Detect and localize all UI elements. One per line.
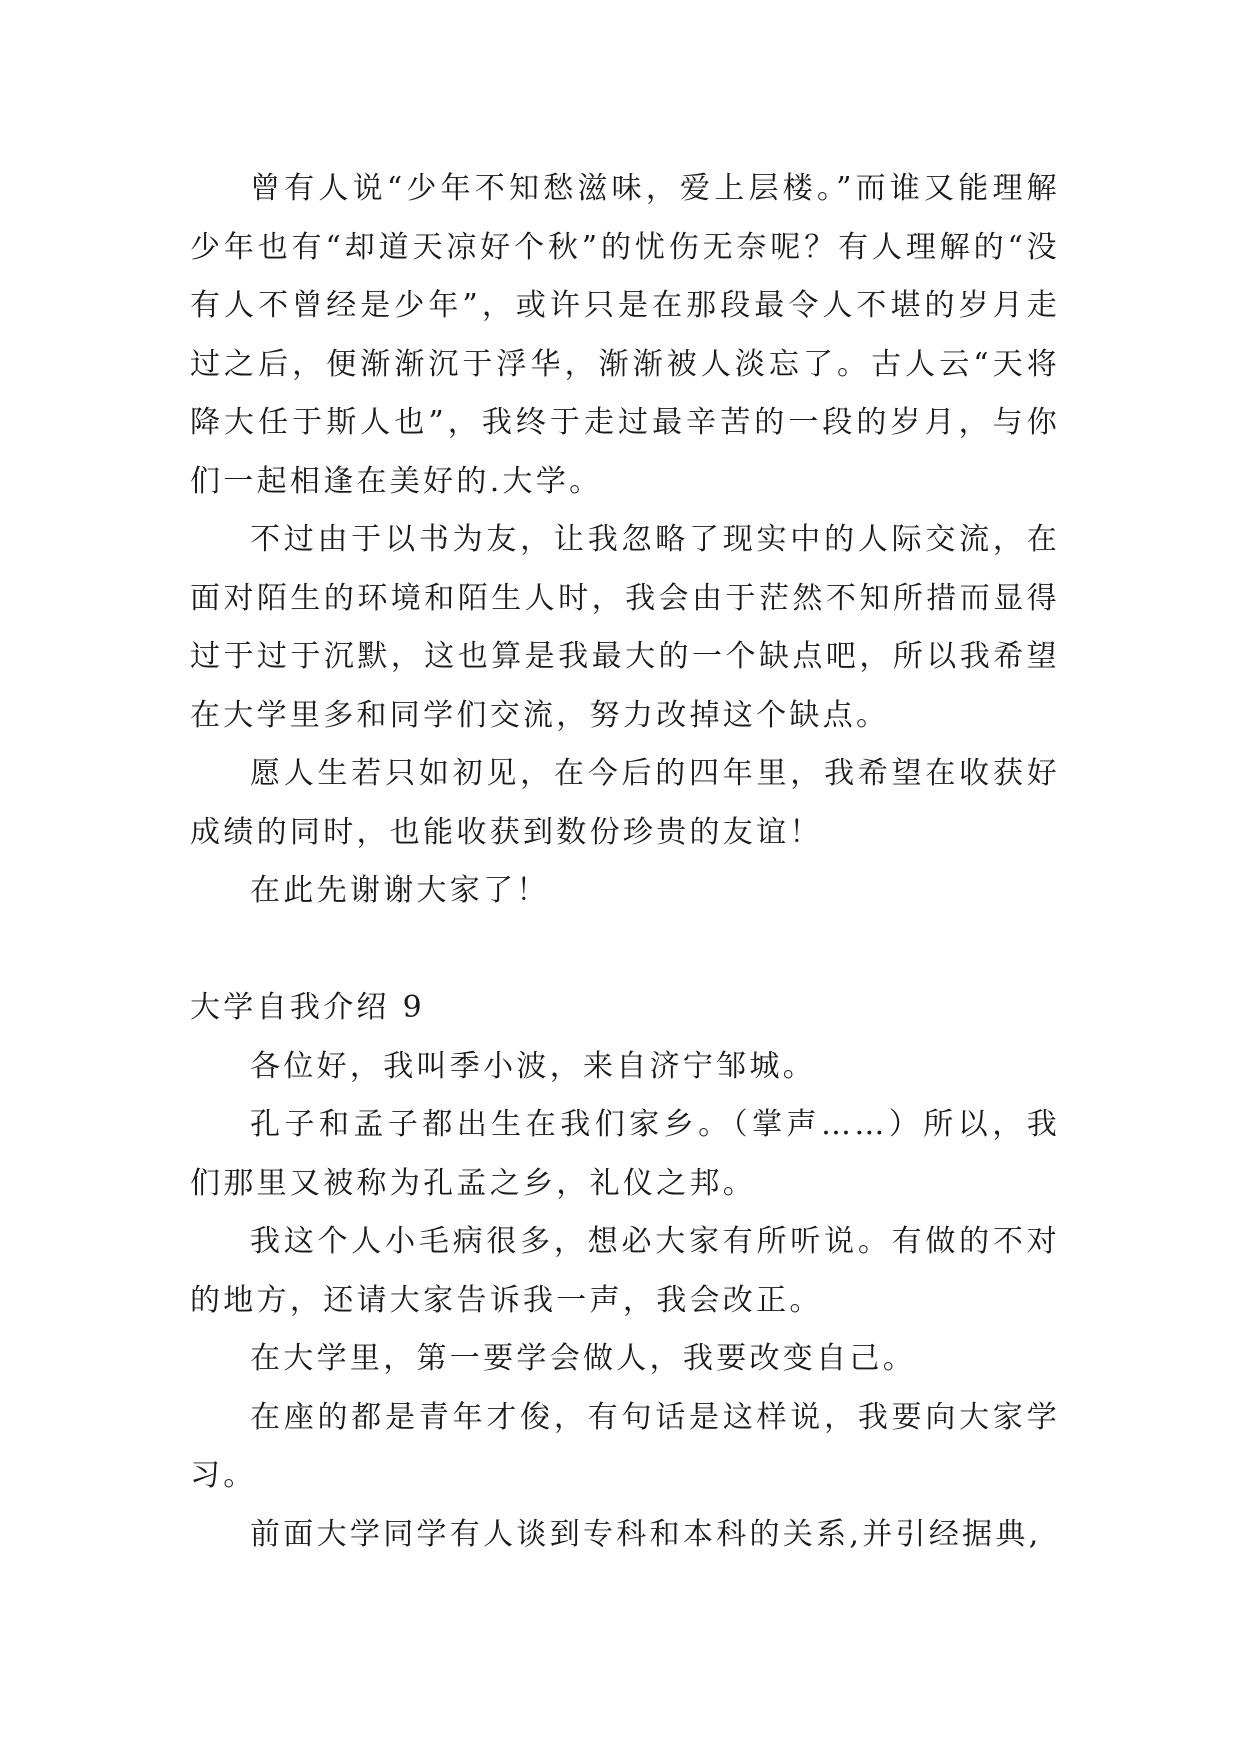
document-page bbox=[190, 160, 1060, 1564]
section-heading: 大学自我介绍 9 bbox=[190, 990, 426, 1025]
section-spacer bbox=[190, 921, 1060, 980]
paragraph-youth-quote: 曾有人说“少年不知愁滋味，爱上层楼。”而谁又能理解少年也有“却道天凉好个秋”的忧伤无奈呢？有人理解的“没有人不曾经是少年”，或许只是在那段最令人不堪的岁月走过之后，便渐渐沉于浮华，渐渐被人淡忘了。古人云“天将降大任于斯人也”，我终于走过最辛苦的一段的岁月，与你们一起相逢在美好的.大学。 bbox=[190, 171, 1060, 499]
paragraph-thanks: 在此先谢谢大家了！ bbox=[250, 873, 550, 908]
paragraph-social-shortcoming: 不过由于以书为友，让我忽略了现实中的人际交流，在面对陌生的环境和陌生人时，我会由于茫然不知所措而显得过于过于沉默，这也算是我最大的一个缺点吧，所以我希望在大学里多和同学们交流，努力改掉这个缺点。 bbox=[190, 522, 1060, 733]
paragraph-flaws: 我这个人小毛病很多，想必大家有所听说。有做的不对的地方，还请大家告诉我一声，我会改正。 bbox=[190, 1224, 1060, 1318]
paragraph-college-vs-university: 前面大学同学有人谈到专科和本科的关系,并引经据典, bbox=[250, 1516, 1042, 1552]
paragraph-learn-from-peers: 在座的都是青年才俊，有句话是这样说，我要向大家学习。 bbox=[190, 1399, 1060, 1493]
paragraph-hometown: 孔子和孟子都出生在我们家乡。（掌声……）所以，我们那里又被称为孔孟之乡，礼仪之邦。 bbox=[190, 1107, 1060, 1201]
paragraph-learn-to-be-person: 在大学里，第一要学会做人，我要改变自己。 bbox=[250, 1341, 916, 1376]
paragraph-greeting: 各位好，我叫季小波，来自济宁邹城。 bbox=[250, 1048, 817, 1084]
paragraph-friendship-wish: 愿人生若只如初见，在今后的四年里，我希望在收获好成绩的同时，也能收获到数份珍贵的友谊！ bbox=[190, 756, 1060, 850]
